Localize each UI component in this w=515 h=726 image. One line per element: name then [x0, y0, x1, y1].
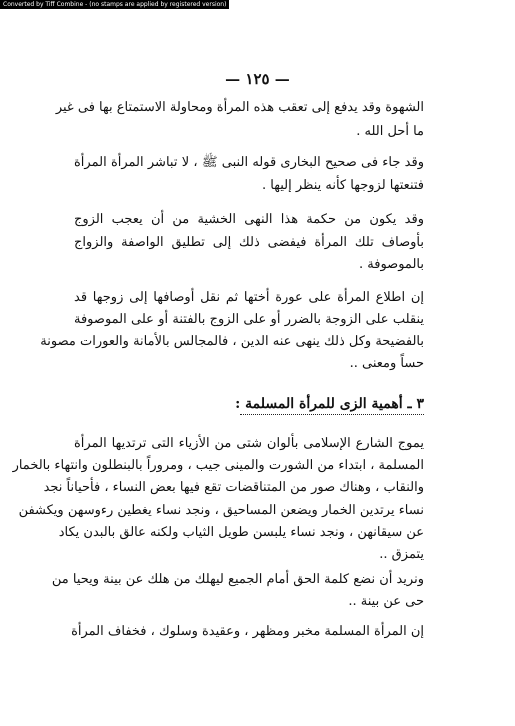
- text-line-20: إن المرأة المسلمة مخبر ومظهر ، وعقيدة وسلوك ، فخفاف المرأة: [71, 624, 424, 639]
- converter-banner: Converted by Tiff Combine - (no stamps are applied by registered version): [0, 0, 229, 9]
- text-line-17: يتمزق ..: [379, 547, 424, 562]
- text-line-11: حساً ومعنى ..: [349, 356, 424, 371]
- text-line-4: فتنعتها لزوجها كأنه ينظر إليها .: [262, 178, 424, 193]
- text-line-5: وقد يكون من حكمة هذا النهى الخشية من أن يعجب الزوج: [74, 212, 424, 227]
- text-line-18: ونريد أن نضع كلمة الحق أمام الجميع ليهلك من هلك عن بينة ويحيا من: [51, 572, 424, 587]
- heading-underline: [240, 414, 424, 415]
- text-line-6: بأوصاف تلك المرأة فيفضى ذلك إلى تطليق الواصفة والزواج: [74, 235, 424, 250]
- text-line-3: وقد جاء فى صحيح البخارى قوله النبى ﷺ ، لا تباشر المرأة المرأة: [74, 155, 424, 170]
- section-heading-text: ٣ ـ أهمية الزى للمرأة المسلمة :: [235, 396, 424, 412]
- text-line-2: ما أحل الله .: [356, 124, 424, 139]
- section-heading: [235, 396, 424, 412]
- text-line-8: إن اطلاع المرأة على عورة أختها ثم نقل أوصافها إلى زوجها قد: [74, 290, 424, 305]
- text-line-10: بالفضيحة وكل ذلك ينهى عنه الدين ، فالمجالس بالأمانة والعورات مصونة: [40, 334, 424, 349]
- text-line-1: الشهوة وقد يدفع إلى تعقب هذه المرأة ومحاولة الاستمتاع بها فى غير: [55, 100, 424, 115]
- text-line-13: المسلمة ، ابتداء من الشورت والمينى جيب ، ومروراً بالبنطلون وانتهاء بالخمار: [12, 458, 424, 473]
- page-number: — ١٢٥ —: [225, 70, 290, 88]
- text-line-19: حى عن بينة ..: [348, 594, 424, 609]
- text-line-16: عن سيقانهن ، ونجد نساء يلبسن طويل الثياب ولكنه عالق بالبدن يكاد: [58, 525, 424, 540]
- text-line-9: ينقلب على الزوجة بالضرر أو على الزوج بالفتنة أو على الموصوفة: [74, 312, 424, 327]
- text-line-15: نساء يرتدين الخمار ويضعن المساحيق ، ونجد نساء يغطين رءوسهن ويكشفن: [18, 503, 424, 518]
- text-line-12: يموج الشارع الإسلامى بألوان شتى من الأزياء التى ترتديها المرأة: [74, 436, 424, 451]
- text-line-7: بالموصوفة .: [359, 257, 424, 272]
- text-line-14: والنقاب ، وهناك صور من المتناقضات تقع فيها بعض النساء ، فأحياناً نجد: [43, 480, 424, 495]
